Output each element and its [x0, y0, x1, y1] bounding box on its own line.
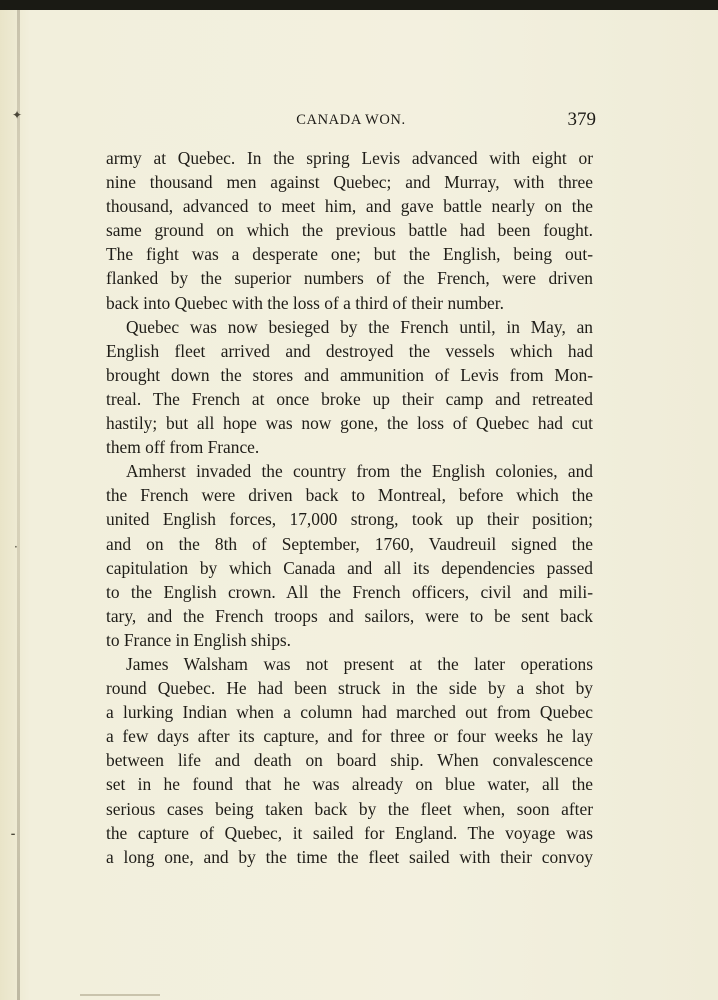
text-line: The fight was a desperate one; but the English, being out-	[106, 244, 593, 265]
margin-mark: ⁃	[10, 828, 16, 842]
text-line: hastily; but all hope was now gone, the loss of Quebec had cut	[106, 413, 593, 434]
text-line: Quebec was now besieged by the French until, in May, an	[126, 316, 593, 337]
text-line: serious cases being taken back by the fleet when, soon after	[106, 798, 593, 819]
text-line: tary, and the French troops and sailors, were to be sent back	[106, 605, 593, 626]
text-line: and on the 8th of September, 1760, Vaudreuil signed the	[106, 533, 593, 554]
text-line: a lurking Indian when a column had marched out from Quebec	[106, 702, 593, 723]
text-line: nine thousand men against Quebec; and Murray, with three	[106, 172, 593, 193]
text-line: same ground on which the previous battle had been fought.	[106, 220, 593, 241]
text-line: flanked by the superior numbers of the French, were driven	[106, 268, 593, 289]
text-line: treal. The French at once broke up their camp and retreated	[106, 388, 593, 409]
text-line: James Walsham was not present at the later operations	[126, 653, 593, 674]
text-line: English fleet arrived and destroyed the vessels which had	[106, 340, 593, 361]
text-line: between life and death on board ship. When convalescence	[106, 750, 593, 771]
text-line: a long one, and by the time the fleet sailed with their convoy	[106, 846, 593, 867]
text-line: the French were driven back to Montreal, before which the	[106, 485, 593, 506]
margin-mark: ✦	[12, 108, 23, 122]
text-line: round Quebec. He had been struck in the side by a shot by	[106, 678, 593, 699]
running-title: CANADA WON.	[296, 112, 406, 128]
page-top-edge	[0, 0, 718, 10]
text-line: back into Quebec with the loss of a third of their number.	[106, 292, 504, 313]
text-line: set in he found that he was already on blue water, all the	[106, 774, 593, 795]
text-line: to France in English ships.	[106, 629, 292, 650]
page-bottom-mark	[80, 994, 160, 996]
text-line: a few days after its capture, and for three or four weeks he lay	[106, 726, 593, 747]
text-line: army at Quebec. In the spring Levis advanced with eight or	[106, 148, 593, 168]
text-line: thousand, advanced to meet him, and gave battle nearly on the	[106, 196, 593, 217]
page-gutter	[17, 10, 20, 1000]
page-number: 379	[567, 109, 596, 130]
page-header	[106, 109, 596, 133]
text-line: to the English crown. All the French officers, civil and mili-	[106, 581, 593, 602]
margin-mark: ·	[14, 540, 18, 554]
text-line: capitulation by which Canada and all its dependencies passed	[106, 557, 593, 578]
text-line: united English forces, 17,000 strong, took up their position;	[106, 509, 593, 530]
body-text	[106, 146, 593, 869]
text-line: Amherst invaded the country from the English colonies, and	[126, 461, 593, 482]
text-line: brought down the stores and ammunition of Levis from Mon-	[106, 364, 593, 385]
text-line: them off from France.	[106, 437, 260, 458]
text-line: the capture of Quebec, it sailed for England. The voyage was	[106, 822, 593, 843]
